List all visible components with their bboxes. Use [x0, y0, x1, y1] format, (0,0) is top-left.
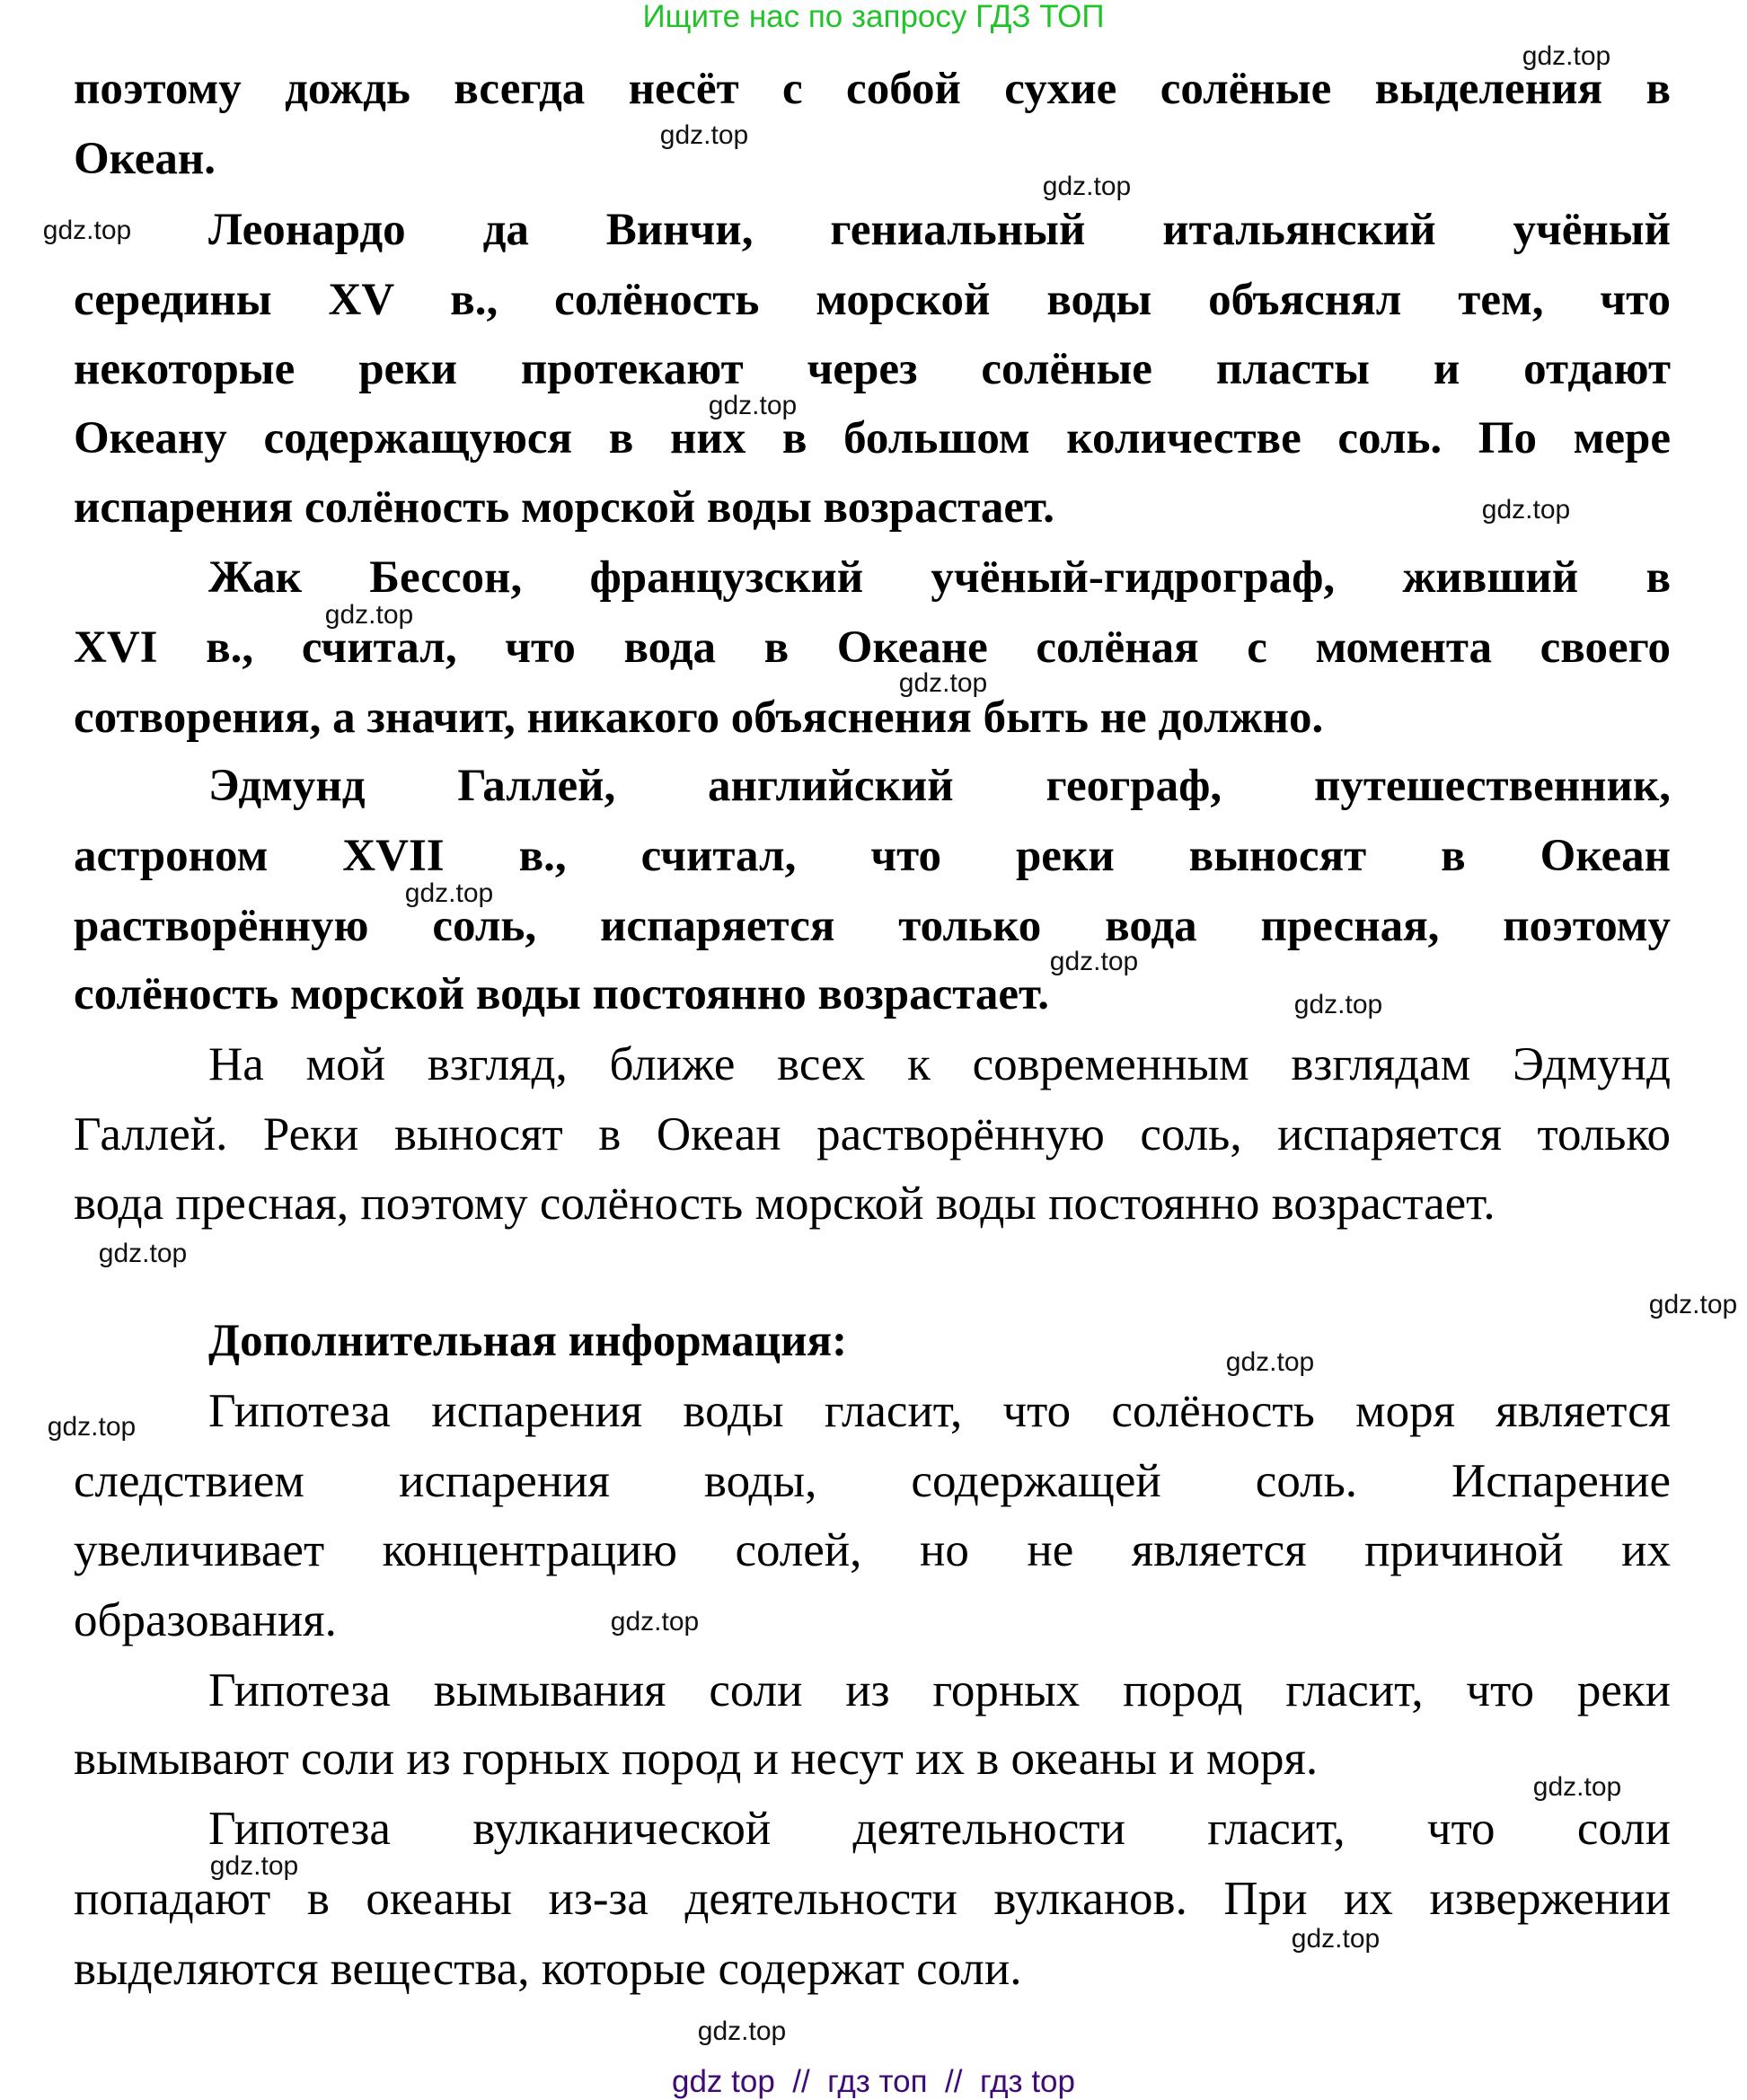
- text-line: выделяются вещества, которые содержат соли.: [74, 1943, 1022, 1995]
- text-line: Гипотеза вымывания соли из горных пород гласит, что реки: [208, 1664, 1671, 1716]
- text-line: солёность морской воды постоянно возрастает.: [74, 969, 1050, 1019]
- text-line: Океан.: [74, 134, 216, 184]
- text-line: испарения солёность морской воды возрастает.: [74, 482, 1054, 533]
- text-line: образования.: [74, 1594, 337, 1646]
- text-line: сотворения, а значит, никакого объяснения быть не должно.: [74, 693, 1324, 743]
- watermark-label: gdz.top: [42, 216, 132, 245]
- text-line: вода пресная, поэтому солёность морской воды постоянно возрастает.: [74, 1178, 1496, 1230]
- watermark-label: gdz.top: [1293, 990, 1383, 1019]
- watermark-label: gdz.top: [898, 668, 988, 698]
- text-line: увеличивает концентрацию солей, но не является причиной их: [74, 1524, 1671, 1576]
- text-line: Океану содержащуюся в них в большом количестве соль. По мере: [74, 413, 1671, 463]
- text-line: На мой взгляд, ближе всех к современным взглядам Эдмунд: [208, 1038, 1671, 1090]
- text-line: вымывают соли из горных пород и несут их в океаны и моря.: [74, 1733, 1319, 1785]
- watermark-label: gdz.top: [1481, 495, 1571, 525]
- watermark-label: gdz.top: [1042, 172, 1132, 201]
- search-hint-banner: Ищите нас по запросу ГДЗ ТОП: [642, 0, 1105, 34]
- text-line: поэтому дождь всегда несёт с собой сухие солёные выделения в: [74, 64, 1671, 114]
- watermark-label: gdz.top: [697, 2016, 787, 2046]
- text-line: Гипотеза вулканической деятельности гласит, что соли: [208, 1803, 1671, 1855]
- watermark-label: gdz.top: [1049, 947, 1139, 976]
- text-line: Жак Бессон, французский учёный-гидрограф, живший в: [208, 552, 1671, 603]
- text-line: середины XV в., солёность морской воды объяснял тем, что: [74, 275, 1671, 325]
- watermark-label: gdz.top: [98, 1239, 188, 1268]
- text-line: Леонардо да Винчи, гениальный итальянский учёный: [208, 205, 1671, 255]
- watermark-label: gdz.top: [610, 1607, 700, 1637]
- text-line: Галлей. Реки выносят в Океан растворённую соль, испаряется только: [74, 1108, 1671, 1160]
- section-heading: Дополнительная информация:: [208, 1316, 848, 1366]
- text-line: попадают в океаны из-за деятельности вулканов. При их извержении: [74, 1873, 1671, 1925]
- watermark-label: gdz.top: [659, 120, 749, 150]
- watermark-label: gdz.top: [1532, 1772, 1622, 1802]
- footer-links: gdz top // гдз топ // гдз top: [672, 2064, 1075, 2099]
- watermark-label: gdz.top: [209, 1851, 299, 1881]
- text-line: XVI в., считал, что вода в Океане солёная с момента своего: [74, 622, 1671, 673]
- text-line: Эдмунд Галлей, английский географ, путешественник,: [208, 761, 1671, 811]
- watermark-label: gdz.top: [708, 391, 798, 420]
- watermark-label: gdz.top: [324, 600, 414, 630]
- watermark-label: gdz.top: [1291, 1924, 1381, 1954]
- watermark-label: gdz.top: [47, 1412, 137, 1442]
- text-line: растворённую соль, испаряется только вода пресная, поэтому: [74, 901, 1671, 951]
- text-line: следствием испарения воды, содержащей соль. Испарение: [74, 1455, 1671, 1507]
- text-line: астроном XVII в., считал, что реки выносят в Океан: [74, 831, 1671, 881]
- watermark-label: gdz.top: [1522, 41, 1611, 71]
- watermark-label: gdz.top: [404, 878, 494, 908]
- text-line: Гипотеза испарения воды гласит, что солёность моря является: [208, 1385, 1671, 1437]
- text-line: некоторые реки протекают через солёные пласты и отдают: [74, 344, 1671, 394]
- watermark-label: gdz.top: [1225, 1347, 1315, 1377]
- watermark-label: gdz.top: [1648, 1290, 1738, 1319]
